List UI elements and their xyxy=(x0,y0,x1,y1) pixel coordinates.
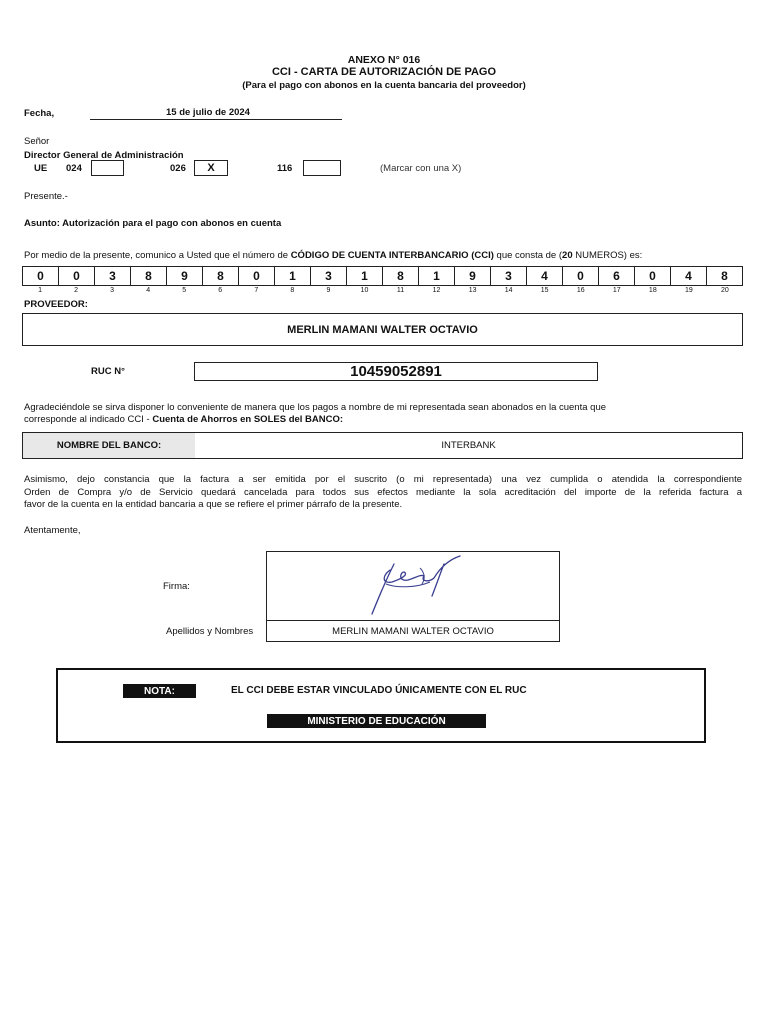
cci-index: 5 xyxy=(182,287,187,294)
names-label: Apellidos y Nombres xyxy=(166,626,254,637)
cci-digit: 1 xyxy=(347,267,383,285)
cci-index: 10 xyxy=(360,287,369,294)
recipient-position: Director General de Administración xyxy=(24,150,184,161)
cci-index: 20 xyxy=(721,287,729,294)
cci-index: 11 xyxy=(396,287,405,294)
subject: Asunto: Autorización para el pago con abonos en cuenta xyxy=(24,218,282,229)
bank-name-value: INTERBANK xyxy=(441,440,496,451)
cci-index: 13 xyxy=(468,287,477,294)
ruc-label: RUC N° xyxy=(91,366,125,377)
signature-image xyxy=(360,554,468,618)
cci-index: 14 xyxy=(504,287,513,294)
cci-digit: 4 xyxy=(527,267,563,285)
cci-index: 4 xyxy=(146,287,151,294)
cci-digit: 0 xyxy=(635,267,671,285)
cci-digit: 0 xyxy=(563,267,599,285)
ue-checkbox-116[interactable] xyxy=(303,160,341,176)
ue-label: UE xyxy=(34,163,48,174)
cci-digit: 8 xyxy=(131,267,167,285)
cci-digit: 4 xyxy=(671,267,707,285)
ruc-value: 10459052891 xyxy=(194,362,598,381)
cci-digit-table xyxy=(22,266,743,286)
cci-index: 16 xyxy=(576,287,585,294)
cci-digit: 3 xyxy=(95,267,131,285)
ue-checkbox-026[interactable]: X xyxy=(194,160,228,176)
cci-digit: 3 xyxy=(491,267,527,285)
firma-label: Firma: xyxy=(163,581,190,592)
cci-index: 8 xyxy=(290,287,295,294)
cci-index: 12 xyxy=(432,287,441,294)
note-label: NOTA: xyxy=(123,684,196,698)
intro-text: Por medio de la presente, comunico a Usted que el número de CÓDIGO DE CUENTA INTERBANCARIO (CCI) que consta de (20 NUMEROS) es: xyxy=(24,250,643,261)
cci-digit: 8 xyxy=(203,267,239,285)
signature-divider xyxy=(266,620,560,621)
ue-code-026: 026 xyxy=(170,163,186,174)
cci-digit: 1 xyxy=(419,267,455,285)
ue-code-024: 024 xyxy=(66,163,82,174)
ue-checkbox-024[interactable] xyxy=(91,160,124,176)
bank-name-label: NOMBRE DEL BANCO: xyxy=(23,433,195,458)
cci-index: 2 xyxy=(74,287,79,294)
salutation: Señor xyxy=(24,136,50,147)
date-label: Fecha, xyxy=(24,108,55,119)
cci-digit: 3 xyxy=(311,267,347,285)
statement-line-3: favor de la cuenta en la entidad bancaria a que se refiere el primer párrafo de la presente. xyxy=(24,499,403,510)
cci-digit: 9 xyxy=(167,267,203,285)
document-title: CCI - CARTA DE AUTORIZACIÓN DE PAGO xyxy=(271,66,497,78)
cci-index: 6 xyxy=(218,287,223,294)
cci-index: 15 xyxy=(540,287,549,294)
cci-digit: 8 xyxy=(721,269,728,283)
cci-index: 3 xyxy=(110,287,115,294)
note-text: EL CCI DEBE ESTAR VINCULADO ÚNICAMENTE CON EL RUC xyxy=(231,685,527,696)
cci-digit: 8 xyxy=(383,267,419,285)
cci-index: 18 xyxy=(648,287,657,294)
presente: Presente.- xyxy=(24,191,68,202)
mark-hint: (Marcar con una X) xyxy=(380,163,462,174)
names-value: MERLIN MAMANI WALTER OCTAVIO xyxy=(332,626,494,637)
cci-index: 17 xyxy=(612,287,621,294)
annex-number: ANEXO N° 016 xyxy=(347,54,421,66)
cci-digit: 9 xyxy=(455,267,491,285)
cci-digit: 1 xyxy=(275,267,311,285)
closing: Atentamente, xyxy=(24,525,81,536)
cci-digit: 0 xyxy=(59,267,95,285)
date-value: 15 de julio de 2024 xyxy=(166,107,250,118)
cci-digit: 0 xyxy=(239,267,275,285)
note-box xyxy=(56,668,706,743)
provider-name: MERLIN MAMANI WALTER OCTAVIO xyxy=(22,313,743,346)
cci-digit: 0 xyxy=(23,267,59,285)
cci-index: 9 xyxy=(326,287,331,294)
ministry-label: MINISTERIO DE EDUCACIÓN xyxy=(267,714,486,728)
statement-line-2: Orden de Compra y/o de Servicio quedará cancelada para todos sus efectos mediante la sola acreditación del importe de la referida factura a xyxy=(24,487,742,498)
ue-code-116: 116 xyxy=(277,163,293,174)
thanks-line-2: corresponde al indicado CCI - Cuenta de Ahorros en SOLES del BANCO: xyxy=(24,414,344,425)
cci-digit: 6 xyxy=(599,267,635,285)
thanks-line-1: Agradeciéndole se sirva disponer lo conveniente de manera que los pagos a nombre de mi representada sean abonados en la cuenta que xyxy=(24,402,607,413)
provider-label: PROVEEDOR: xyxy=(24,299,88,310)
statement-line-1: Asimismo, dejo constancia que la factura a ser emitida por el suscrito (o mi representada) una vez cumplida o atendida la correspondiente xyxy=(24,474,742,485)
cci-index: 1 xyxy=(38,287,42,294)
bank-row xyxy=(22,432,743,459)
cci-index-row xyxy=(22,287,743,294)
document-subtitle: (Para el pago con abonos en la cuenta bancaria del proveedor) xyxy=(242,80,526,91)
cci-index: 19 xyxy=(684,287,693,294)
cci-index: 7 xyxy=(254,287,259,294)
